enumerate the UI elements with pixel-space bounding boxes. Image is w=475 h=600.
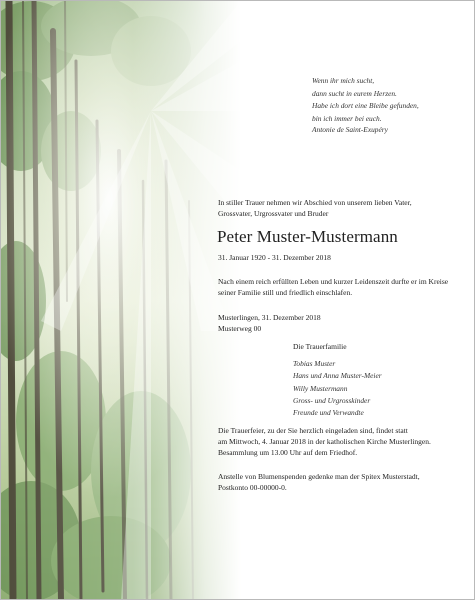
address: Musterweg 00 — [218, 324, 262, 334]
life-line: Nach einem reich erfüllten Leben und kurzer Leidenszeit durfte er im Kreise — [218, 277, 449, 286]
ceremony-line: Besammlung um 13.00 Uhr auf dem Friedhof. — [218, 448, 358, 458]
quote-line: dann sucht in eurem Herzen. — [312, 88, 397, 98]
life-text — [218, 276, 468, 298]
ceremony-line: Die Trauerfeier, zu der Sie herzlich eingeladen sind, findet statt — [218, 426, 408, 435]
deceased-name: Peter Muster-Mustermann — [217, 227, 398, 246]
ceremony-text — [218, 425, 468, 459]
life-line: seiner Familie still und friedlich einschlafen. — [218, 288, 353, 298]
forest-illustration — [1, 1, 241, 600]
quote-line: Habe ich dort eine Bleibe gefunden, — [312, 101, 419, 111]
quote-line: bin ich immer bei euch. — [312, 113, 382, 123]
forest-photo — [1, 1, 241, 600]
donation-line: Postkonto 00-00000-0. — [218, 483, 287, 493]
family-member: Gross- und Urgrosskinder — [293, 395, 371, 405]
ceremony-line: am Mittwoch, 4. Januar 2018 in der katholischen Kirche Musterlingen. — [218, 437, 431, 447]
donation-text — [218, 471, 468, 493]
family-member: Freunde und Verwandte — [293, 408, 364, 418]
family-list — [293, 358, 382, 419]
donation-line: Anstelle von Blumenspenden gedenke man der Spitex Musterstadt, — [218, 472, 420, 481]
intro-line: In stiller Trauer nehmen wir Abschied von unserem lieben Vater, — [218, 198, 412, 207]
family-member: Tobias Muster — [293, 359, 336, 368]
place-block — [218, 312, 468, 334]
quote-line: Wenn ihr mich sucht, — [312, 76, 375, 85]
family-member: Willy Mustermann — [293, 383, 348, 393]
intro-line: Grossvater, Urgrossvater und Bruder — [218, 209, 329, 219]
intro-text — [218, 197, 468, 219]
family-member: Hans und Anna Muster-Meier — [293, 371, 382, 381]
quote — [312, 75, 472, 125]
life-dates: 31. Januar 1920 - 31. Dezember 2018 — [218, 253, 331, 262]
place-date: Musterlingen, 31. Dezember 2018 — [218, 313, 321, 322]
quote-author: Antonie de Saint-Exupéry — [312, 125, 388, 134]
family-heading: Die Trauerfamilie — [293, 342, 347, 351]
